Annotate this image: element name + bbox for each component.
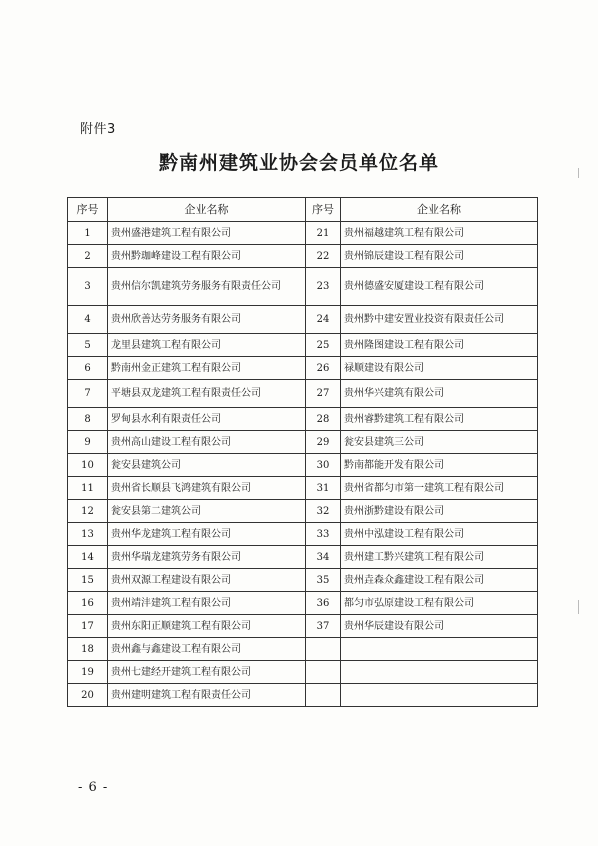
- seq-cell: 4: [68, 306, 108, 334]
- company-cell: 禄顺建设有限公司: [341, 357, 538, 380]
- company-cell: 黔南州金正建筑工程有限公司: [108, 357, 306, 380]
- seq-cell: 28: [306, 408, 341, 431]
- company-cell: 贵州欣善达劳务服务有限公司: [108, 306, 306, 334]
- seq-cell: 10: [68, 454, 108, 477]
- seq-cell: 9: [68, 431, 108, 454]
- table-row: [68, 615, 538, 638]
- company-cell: 贵州中泓建设工程有限公司: [341, 523, 538, 546]
- scan-edge-mark: [578, 168, 579, 178]
- table-row: [68, 431, 538, 454]
- company-cell: 贵州华辰建设有限公司: [341, 615, 538, 638]
- company-cell: 贵州华龙建筑工程有限公司: [108, 523, 306, 546]
- company-cell: 龙里县建筑工程有限公司: [108, 334, 306, 357]
- seq-cell: 12: [68, 500, 108, 523]
- seq-cell: 13: [68, 523, 108, 546]
- seq-cell: 7: [68, 380, 108, 408]
- seq-cell: 27: [306, 380, 341, 408]
- company-cell: 贵州华兴建筑有限公司: [341, 380, 538, 408]
- seq-cell: 6: [68, 357, 108, 380]
- seq-cell: 17: [68, 615, 108, 638]
- table-row: [68, 523, 538, 546]
- company-cell: 平塘县双龙建筑工程有限责任公司: [108, 380, 306, 408]
- seq-cell: 5: [68, 334, 108, 357]
- header-seq-left: 序号: [68, 198, 108, 222]
- seq-cell: 33: [306, 523, 341, 546]
- seq-cell: 31: [306, 477, 341, 500]
- member-table: [67, 197, 538, 707]
- seq-cell: 34: [306, 546, 341, 569]
- company-cell: 贵州鑫与鑫建设工程有限公司: [108, 638, 306, 661]
- seq-cell: 19: [68, 661, 108, 684]
- seq-cell: 1: [68, 222, 108, 245]
- seq-cell: 37: [306, 615, 341, 638]
- seq-cell: 21: [306, 222, 341, 245]
- company-cell: 瓮安县建筑公司: [108, 454, 306, 477]
- company-cell: 贵州盛港建筑工程有限公司: [108, 222, 306, 245]
- company-cell: 贵州信尔凯建筑劳务服务有限责任公司: [108, 268, 306, 306]
- company-cell: 贵州建明建筑工程有限责任公司: [108, 684, 306, 707]
- table-row: [68, 454, 538, 477]
- table-row: [68, 222, 538, 245]
- company-cell: [341, 638, 538, 661]
- company-cell: 黔南都能开发有限公司: [341, 454, 538, 477]
- table-row: [68, 477, 538, 500]
- company-cell: 贵州华瑞龙建筑劳务有限公司: [108, 546, 306, 569]
- seq-cell: 24: [306, 306, 341, 334]
- company-cell: 贵州黔中建安置业投资有限责任公司: [341, 306, 538, 334]
- seq-cell: 36: [306, 592, 341, 615]
- company-cell: 贵州德盛安厦建设工程有限公司: [341, 268, 538, 306]
- seq-cell: [306, 684, 341, 707]
- table-row: [68, 245, 538, 268]
- seq-cell: 35: [306, 569, 341, 592]
- seq-cell: 30: [306, 454, 341, 477]
- table-row: [68, 380, 538, 408]
- attachment-label: 附件3: [80, 122, 116, 137]
- seq-cell: 29: [306, 431, 341, 454]
- table-row: [68, 684, 538, 707]
- table-row: [68, 638, 538, 661]
- seq-cell: 14: [68, 546, 108, 569]
- company-cell: 贵州省都匀市第一建筑工程有限公司: [341, 477, 538, 500]
- header-name-left: 企业名称: [108, 198, 306, 222]
- table-row: [68, 500, 538, 523]
- seq-cell: 22: [306, 245, 341, 268]
- seq-cell: 26: [306, 357, 341, 380]
- company-cell: 贵州双源工程建设有限公司: [108, 569, 306, 592]
- seq-cell: 2: [68, 245, 108, 268]
- company-cell: 贵州浙黔建设有限公司: [341, 500, 538, 523]
- seq-cell: 16: [68, 592, 108, 615]
- company-cell: 贵州睿黔建筑工程有限公司: [341, 408, 538, 431]
- seq-cell: 20: [68, 684, 108, 707]
- page-number: - 6 -: [78, 780, 109, 795]
- seq-cell: 25: [306, 334, 341, 357]
- table-header-row: [68, 198, 538, 222]
- company-cell: 贵州垚森众鑫建设工程有限公司: [341, 569, 538, 592]
- table-row: [68, 408, 538, 431]
- company-cell: 贵州高山建设工程有限公司: [108, 431, 306, 454]
- seq-cell: [306, 638, 341, 661]
- table-row: [68, 357, 538, 380]
- company-cell: 贵州东阳正顺建筑工程有限公司: [108, 615, 306, 638]
- table-row: [68, 546, 538, 569]
- table-row: [68, 661, 538, 684]
- document-title: 黔南州建筑业协会会员单位名单: [158, 152, 439, 174]
- table-row: [68, 592, 538, 615]
- header-name-right: 企业名称: [341, 198, 538, 222]
- company-cell: 瓮安县第二建筑公司: [108, 500, 306, 523]
- company-cell: 都匀市弘原建设工程有限公司: [341, 592, 538, 615]
- table-row: [68, 569, 538, 592]
- company-cell: 贵州省长顺县飞鸿建筑有限公司: [108, 477, 306, 500]
- company-cell: 贵州黔珈峰建设工程有限公司: [108, 245, 306, 268]
- company-cell: 瓮安县建筑三公司: [341, 431, 538, 454]
- header-seq-right: 序号: [306, 198, 341, 222]
- company-cell: 贵州靖沣建筑工程有限公司: [108, 592, 306, 615]
- seq-cell: 23: [306, 268, 341, 306]
- company-cell: 贵州七建经开建筑工程有限公司: [108, 661, 306, 684]
- seq-cell: 8: [68, 408, 108, 431]
- seq-cell: 3: [68, 268, 108, 306]
- company-cell: 贵州隆图建设工程有限公司: [341, 334, 538, 357]
- company-cell: 罗甸县水利有限责任公司: [108, 408, 306, 431]
- company-cell: [341, 684, 538, 707]
- seq-cell: [306, 661, 341, 684]
- company-cell: 贵州建工黔兴建筑工程有限公司: [341, 546, 538, 569]
- seq-cell: 11: [68, 477, 108, 500]
- seq-cell: 18: [68, 638, 108, 661]
- company-cell: [341, 661, 538, 684]
- table-row: [68, 306, 538, 334]
- company-cell: 贵州锦辰建设工程有限公司: [341, 245, 538, 268]
- scan-edge-mark: [578, 600, 579, 614]
- seq-cell: 15: [68, 569, 108, 592]
- table-row: [68, 268, 538, 306]
- seq-cell: 32: [306, 500, 341, 523]
- table-row: [68, 334, 538, 357]
- company-cell: 贵州福越建筑工程有限公司: [341, 222, 538, 245]
